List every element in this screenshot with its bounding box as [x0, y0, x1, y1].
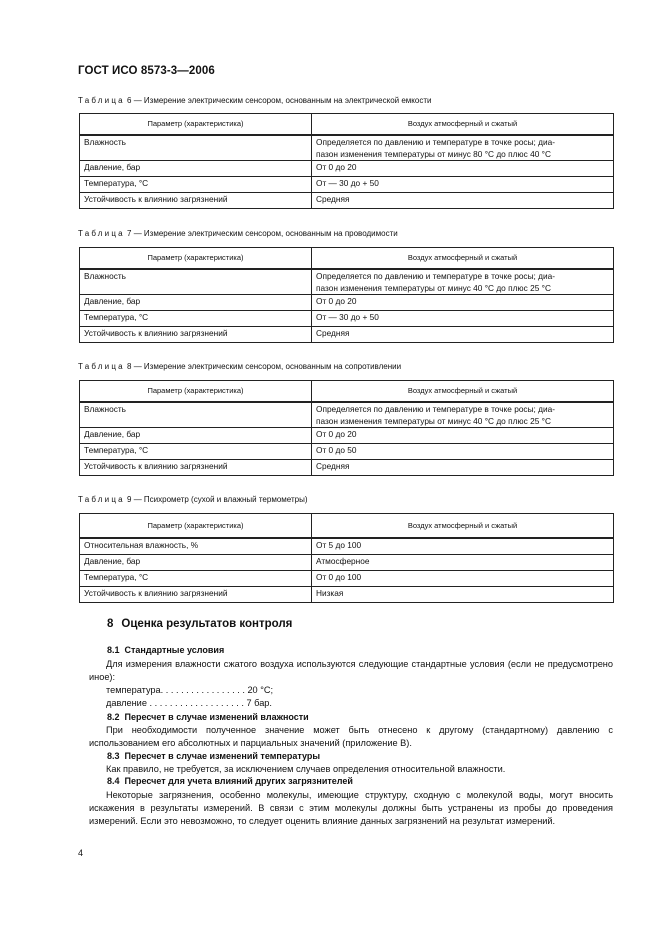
subsection-8-3-title [107, 751, 320, 761]
table-7 [79, 247, 614, 343]
cell-value: От — 30 до + 50 [312, 311, 614, 327]
subsection-number: 8.1 [107, 645, 120, 655]
cell-value: От 0 до 20 [312, 161, 614, 177]
table-header-row [80, 114, 614, 136]
subsection-8-2-title [107, 712, 309, 722]
caption-word: Таблица [78, 362, 125, 371]
caption-word: Таблица [78, 96, 125, 105]
section-title-text: Оценка результатов контроля [121, 618, 293, 630]
subsection-8-4-title [107, 776, 353, 786]
cell-param: Давление, бар [80, 295, 312, 311]
table-row [80, 444, 614, 460]
subsection-title-text: Пересчет для учета влияний других загрязнителей [124, 776, 353, 786]
table-9 [79, 513, 614, 603]
table-row [80, 135, 614, 161]
cell-param: Устойчивость к влиянию загрязнений [80, 460, 312, 476]
cell-value-line: Определяется по давлению и температуре в точке росы; диа- [316, 271, 556, 281]
table-row [80, 311, 614, 327]
column-header-parameter: Параметр (характеристика) [80, 514, 312, 539]
table-8 [79, 380, 614, 476]
caption-text: 8 — Измерение электрическим сенсором, основанным на сопротивлении [127, 362, 402, 371]
cell-param: Давление, бар [80, 555, 312, 571]
table-row [80, 587, 614, 603]
caption-text: 6 — Измерение электрическим сенсором, основанным на электрической емкости [127, 96, 432, 105]
cell-param: Температура, °С [80, 177, 312, 193]
subsection-number: 8.2 [107, 712, 120, 722]
subsection-number: 8.3 [107, 751, 120, 761]
table-row [80, 295, 614, 311]
paragraph-8-1: Для измерения влажности сжатого воздуха используются следующие стандартные условия (если не предусмотрено иное): [89, 659, 613, 683]
column-header-parameter: Параметр (характеристика) [80, 248, 312, 270]
cell-value: От 0 до 100 [312, 571, 614, 587]
subsection-title-text: Пересчет в случае изменений температуры [124, 751, 321, 761]
cell-param: Влажность [80, 135, 312, 161]
table-row [80, 555, 614, 571]
paragraph-8-3: Как правило, не требуется, за исключением случаев определения относительной влажности. [106, 764, 506, 774]
table-6-caption [78, 96, 431, 105]
section-8-title [107, 618, 292, 630]
cell-value: От 0 до 20 [312, 428, 614, 444]
table-header-row [80, 248, 614, 270]
column-header-air: Воздух атмосферный и сжатый [312, 248, 614, 270]
column-header-parameter: Параметр (характеристика) [80, 114, 312, 136]
column-header-air: Воздух атмосферный и сжатый [312, 514, 614, 539]
caption-word: Таблица [78, 495, 125, 504]
column-header-air: Воздух атмосферный и сжатый [312, 381, 614, 403]
subsection-number: 8.4 [107, 776, 120, 786]
cell-value-line: пазон изменения температуры от минус 40 °С до плюс 25 °С [316, 416, 551, 426]
cell-value: От 0 до 50 [312, 444, 614, 460]
caption-word: Таблица [78, 229, 125, 238]
standard-condition-pressure: давление . . . . . . . . . . . . . . . . . . . 7 бар. [106, 698, 272, 708]
cell-value: Атмосферное [312, 555, 614, 571]
table-row [80, 269, 614, 295]
cell-value: Средняя [312, 327, 614, 343]
cell-value: Средняя [312, 460, 614, 476]
cell-param: Устойчивость к влиянию загрязнений [80, 193, 312, 209]
table-row [80, 538, 614, 555]
caption-text: 9 — Психрометр (сухой и влажный термометры) [127, 495, 308, 504]
table-row [80, 177, 614, 193]
table-header-row [80, 381, 614, 403]
paragraph-8-4: Некоторые загрязнения, особенно молекулы, имеющие структуру, сходную с молекулой воды, могут вносить искажения в результаты измерений. В связи с этим молекулы должны быть устранены из пробы до проведения измерений. Если это невозможно, то следует оценить влияние данных загрязнений на результат измерений. [89, 790, 613, 827]
cell-param: Относительная влажность, % [80, 538, 312, 555]
cell-param: Температура, °С [80, 571, 312, 587]
table-row [80, 193, 614, 209]
cell-value [312, 402, 614, 428]
table-6 [79, 113, 614, 209]
document-header: ГОСТ ИСО 8573-3—2006 [78, 65, 215, 77]
column-header-parameter: Параметр (характеристика) [80, 381, 312, 403]
section-number: 8 [107, 618, 114, 630]
table-7-caption [78, 229, 398, 238]
cell-value: От 0 до 20 [312, 295, 614, 311]
cell-value: Низкая [312, 587, 614, 603]
table-row [80, 428, 614, 444]
page-number: 4 [78, 848, 84, 858]
table-9-caption [78, 495, 307, 504]
subsection-title-text: Пересчет в случае изменений влажности [124, 712, 309, 722]
cell-value-line: Определяется по давлению и температуре в точке росы; диа- [316, 404, 556, 414]
cell-value-line: пазон изменения температуры от минус 40 °С до плюс 25 °С [316, 283, 551, 293]
subsection-8-1-title [107, 645, 224, 655]
cell-param: Устойчивость к влиянию загрязнений [80, 327, 312, 343]
table-row [80, 161, 614, 177]
paragraph-8-2: При необходимости полученное значение может быть отнесено к другому (стандартному) давлению с использованием его абсолютных и парциальных значений (приложение В). [89, 725, 613, 749]
cell-value: Средняя [312, 193, 614, 209]
cell-param: Температура, °С [80, 444, 312, 460]
table-row [80, 571, 614, 587]
cell-param: Устойчивость к влиянию загрязнений [80, 587, 312, 603]
cell-param: Давление, бар [80, 161, 312, 177]
cell-value [312, 269, 614, 295]
table-row [80, 460, 614, 476]
cell-param: Давление, бар [80, 428, 312, 444]
cell-value-line: Определяется по давлению и температуре в точке росы; диа- [316, 137, 556, 147]
cell-value: От — 30 до + 50 [312, 177, 614, 193]
caption-text: 7 — Измерение электрическим сенсором, основанным на проводимости [127, 229, 398, 238]
table-8-caption [78, 362, 401, 371]
cell-param: Влажность [80, 269, 312, 295]
table-row [80, 402, 614, 428]
standard-condition-temperature: температура. . . . . . . . . . . . . . . . . 20 °С; [106, 685, 274, 695]
cell-param: Температура, °С [80, 311, 312, 327]
table-row [80, 327, 614, 343]
subsection-title-text: Стандартные условия [124, 645, 225, 655]
cell-value [312, 135, 614, 161]
table-header-row [80, 514, 614, 539]
cell-param: Влажность [80, 402, 312, 428]
cell-value-line: пазон изменения температуры от минус 80 °С до плюс 40 °С [316, 149, 551, 159]
cell-value: От 5 до 100 [312, 538, 614, 555]
column-header-air: Воздух атмосферный и сжатый [312, 114, 614, 136]
